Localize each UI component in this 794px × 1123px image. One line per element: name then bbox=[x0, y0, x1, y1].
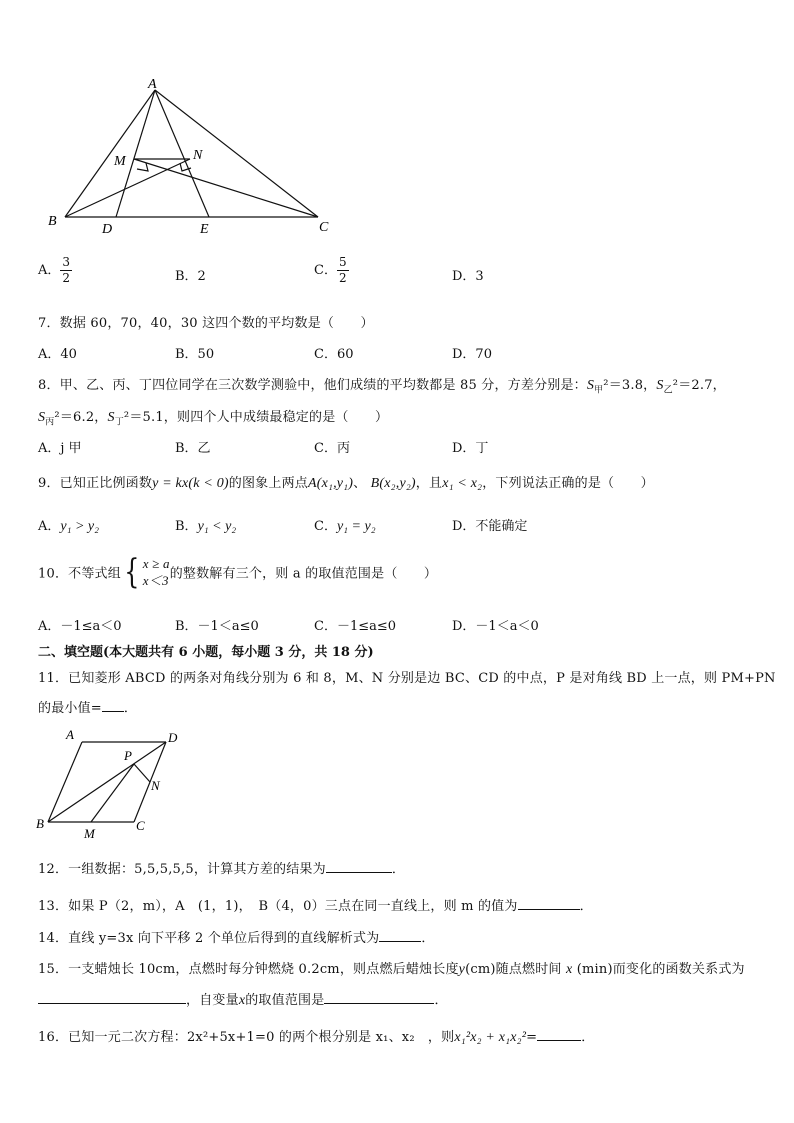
label-N: N bbox=[193, 148, 203, 163]
q6-option-a bbox=[38, 255, 72, 286]
q10-brace: { bbox=[124, 552, 140, 592]
fig2-label-A: A bbox=[66, 727, 74, 742]
q9-option-a: A．y₁ > y₂ bbox=[38, 519, 99, 534]
q10-option-b: B．－1＜a≤0 bbox=[175, 619, 259, 634]
q13-stem: 13．如果 P（2，m），A (1，1)， B（4，0）三点在同一直线上，则 m 的值为 ． bbox=[38, 899, 593, 914]
figure-triangle-abc bbox=[40, 75, 350, 240]
q10-option-c: C．－1≤a≤0 bbox=[314, 619, 397, 634]
figure-rhombus-abcd bbox=[30, 724, 190, 842]
q15-stem-line1: 15．一支蜡烛长 10cm，点燃时每分钟燃烧 0.2cm，则点燃后蜡烛长度y(cm)随点燃时间 x (min)而变化的函数关系式为 bbox=[38, 962, 745, 977]
q9-stem: 9．已知正比例函数y = kx(k < 0)的图象上两点A(x₁,y₁)、 B(x₂,y₂)，且x₁ < x₂，下列说法正确的是（ ） bbox=[38, 476, 654, 491]
label-C: C bbox=[319, 220, 329, 235]
fig2-label-C: C bbox=[136, 818, 145, 833]
q6-a-fraction: $\frac{3}{2}$ bbox=[62, 255, 71, 285]
label-D: D bbox=[102, 222, 113, 237]
q7-option-c: C．60 bbox=[314, 347, 354, 362]
label-B: B bbox=[48, 214, 57, 229]
q14-answer-blank[interactable] bbox=[379, 929, 421, 942]
q6-a-label: A． bbox=[38, 263, 61, 278]
fig2-label-M: M bbox=[84, 826, 95, 841]
label-E: E bbox=[200, 222, 209, 237]
q11-answer-blank[interactable] bbox=[102, 699, 124, 712]
label-A: A bbox=[148, 77, 157, 92]
q7-stem: 7．数据 60，70，40，30 这四个数的平均数是（ ） bbox=[38, 316, 374, 331]
q10-option-a: A．－1≤a＜0 bbox=[38, 619, 122, 634]
q14-stem: 14．直线 y=3x 向下平移 2 个单位后得到的直线解析式为 ． bbox=[38, 931, 435, 946]
section-heading-fill-in: 二、填空题(本大题共有 6 小题，每小题 3 分，共 18 分) bbox=[38, 645, 374, 660]
q6-option-b: B．2 bbox=[175, 269, 206, 284]
q15-stem-line2: ，自变量x的取值范围是 ． bbox=[38, 989, 448, 1009]
q13-answer-blank[interactable] bbox=[518, 897, 580, 910]
q8-option-a: A．j 甲 bbox=[38, 441, 82, 456]
q6-option-d: D．3 bbox=[452, 269, 484, 284]
q11-stem-line2: 的最小值= ． bbox=[38, 701, 138, 716]
q8-stem-line1: 8．甲、乙、丙、丁四位同学在三次数学测验中，他们成绩的平均数都是 85 分，方差分别是：$S_甲^2=3.8$，$S_乙^2=2.7$， bbox=[38, 378, 726, 396]
q7-option-d: D．70 bbox=[452, 347, 492, 362]
q9-option-b: B．y₁ < y₂ bbox=[175, 519, 237, 534]
label-M: M bbox=[114, 154, 126, 169]
q10-stem: 10．不等式组{ x ≥ a x＜3 的整数解有三个，则 a 的取值范围是（ ） bbox=[38, 552, 438, 592]
q7-option-a: A．40 bbox=[38, 347, 77, 362]
q8-option-b: B．乙 bbox=[175, 441, 211, 456]
q10-system: x ≥ a x＜3 bbox=[142, 556, 170, 588]
q12-answer-blank[interactable] bbox=[326, 860, 392, 873]
q9-option-c: C．y₁ = y₂ bbox=[314, 519, 376, 534]
fig2-label-D: D bbox=[168, 730, 178, 745]
q8-option-c: C．丙 bbox=[314, 441, 350, 456]
fig2-label-P: P bbox=[124, 748, 132, 763]
q10-option-d: D．－1＜a＜0 bbox=[452, 619, 539, 634]
q7-option-b: B．50 bbox=[175, 347, 215, 362]
fig2-label-B: B bbox=[36, 816, 44, 831]
q12-stem: 12．一组数据：5,5,5,5,5，计算其方差的结果为 ． bbox=[38, 862, 406, 877]
q8-stem-line2: $S_丙^2=6.2$，$S_丁^2=5.1$，则四个人中成绩最稳定的是（ ） bbox=[38, 410, 389, 428]
q16-stem: 16．已知一元二次方程：2x²+5x+1=0 的两个根分别是 x₁、x₂ ，则x₁²x₂ + x₁x₂²= ． bbox=[38, 1030, 595, 1045]
q8-option-d: D．丁 bbox=[452, 441, 489, 456]
q6-option-c bbox=[314, 255, 349, 286]
q6-c-label: C． bbox=[314, 263, 337, 278]
fig2-label-N: N bbox=[151, 778, 160, 793]
q9-option-d: D．不能确定 bbox=[452, 519, 528, 534]
q6-c-fraction: $\frac{5}{2}$ bbox=[338, 255, 347, 285]
q15-range-blank[interactable] bbox=[324, 991, 434, 1004]
q16-answer-blank[interactable] bbox=[537, 1028, 581, 1041]
q15-function-blank[interactable] bbox=[38, 991, 186, 1004]
q11-stem-line1: 11．已知菱形 ABCD 的两条对角线分别为 6 和 8，M、N 分别是边 BC、CD 的中点，P 是对角线 BD 上一点，则 PM+PN bbox=[38, 671, 776, 686]
